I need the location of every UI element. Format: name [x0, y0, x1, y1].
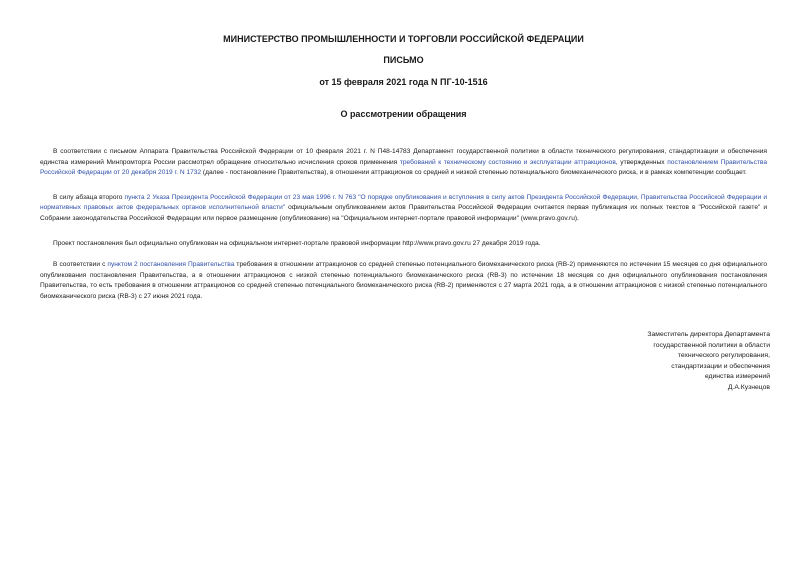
- document-body: [40, 147, 767, 303]
- paragraph-text: требования в отношении аттракционов со средней степенью потенциального биомеханического риска (RB-2) применяются по истечении 15 месяцев со дня официального опубликования постановления Правительства, а в отношении аттракционов с низкой степенью потенциального биомеханического риска (RB-3) по истечении 18 месяцев со дня официального опубликования постановления Правительства, то есть требования в отношении аттракционов со средней степенью потенциального биомеханического риска (RB-2) применяются с 27 марта 2021 года, а в отношении аттракционов с низкой степенью потенциального биомеханического риска (RB-3) с 27 июня 2021 года.: [40, 261, 768, 300]
- paragraph-2: [40, 193, 767, 225]
- paragraph-3: [40, 239, 767, 250]
- paragraph-text: официальным опубликованием актов Правительства Российской Федерации считается первая публикация их полных текстов в "Российской газете" и Собрании законодательства Российской Федерации или первое размещение (опубликование) на "Официальном интернет-портале правовой информации" (www.pravo.gov.ru).: [40, 204, 767, 222]
- signature-position-line: технического регулирования,: [677, 352, 770, 360]
- document-date-number: от 15 февраля 2021 года N ПГ-10-1516: [319, 77, 488, 87]
- paragraph-text: В соответствии с: [53, 261, 108, 269]
- paragraph-1: [40, 147, 767, 179]
- signature-position-line: государственной политики в области: [653, 341, 770, 349]
- signature-position-line: Заместитель директора Департамента: [647, 331, 770, 338]
- paragraph-text: Проект постановления был официально опубликован на официальном интернет-портале правовой информации http://www.pravo.gov.ru 27 декабря 2019 года.: [53, 239, 541, 247]
- presidential-decree-link[interactable]: пункта 2 Указа Президента Российской Федерации от 23 мая 1996 г. N 763 "О порядке опубликования и вступления в силу актов Президента Российской Федерации, Правительства Российской Федерации и нормативных правовых актов федеральных органов исполнительной власти": [40, 193, 768, 212]
- signature-block: [590, 330, 770, 394]
- document-subject: О рассмотрении обращения: [340, 109, 467, 119]
- signature-position-line: единства измерений: [704, 373, 770, 381]
- document-kind: ПИСЬМО: [383, 55, 424, 65]
- ministry-title: МИНИСТЕРСТВО ПРОМЫШЛЕННОСТИ И ТОРГОВЛИ РОССИЙСКОЙ ФЕДЕРАЦИИ: [223, 34, 584, 44]
- requirements-link[interactable]: требований к техническому состоянию и эксплуатации аттракционов: [399, 158, 616, 166]
- decree-clause-link[interactable]: пунктом 2 постановления Правительства: [107, 261, 235, 269]
- paragraph-text: , утвержденных: [615, 158, 668, 166]
- government-decree-link[interactable]: постановлением Правительства Российской Федерации от 20 декабря 2019 г. N 1732: [40, 158, 767, 177]
- paragraph-text: В силу абзаца второго: [53, 193, 125, 201]
- paragraph-text: В соответствии с письмом Аппарата Правительства Российской Федерации от 10 февраля 2021 г. N П48-14783 Департамент государственной политики в области технического регулирования, стандартизации и обеспечения единства измерений Минпромторга России рассмотрел обращение относительно исчисления сроков применения: [40, 148, 767, 166]
- paragraph-text: (далее - постановление Правительства), в отношении аттракционов со средней и низкой степенью потенциального биомеханического риска, и в рамках компетенции сообщает.: [201, 169, 747, 177]
- signature-position-line: стандартизации и обеспечения: [671, 362, 770, 370]
- paragraph-4: [40, 260, 767, 302]
- signatory-name: Д.А.Кузнецов: [727, 383, 770, 391]
